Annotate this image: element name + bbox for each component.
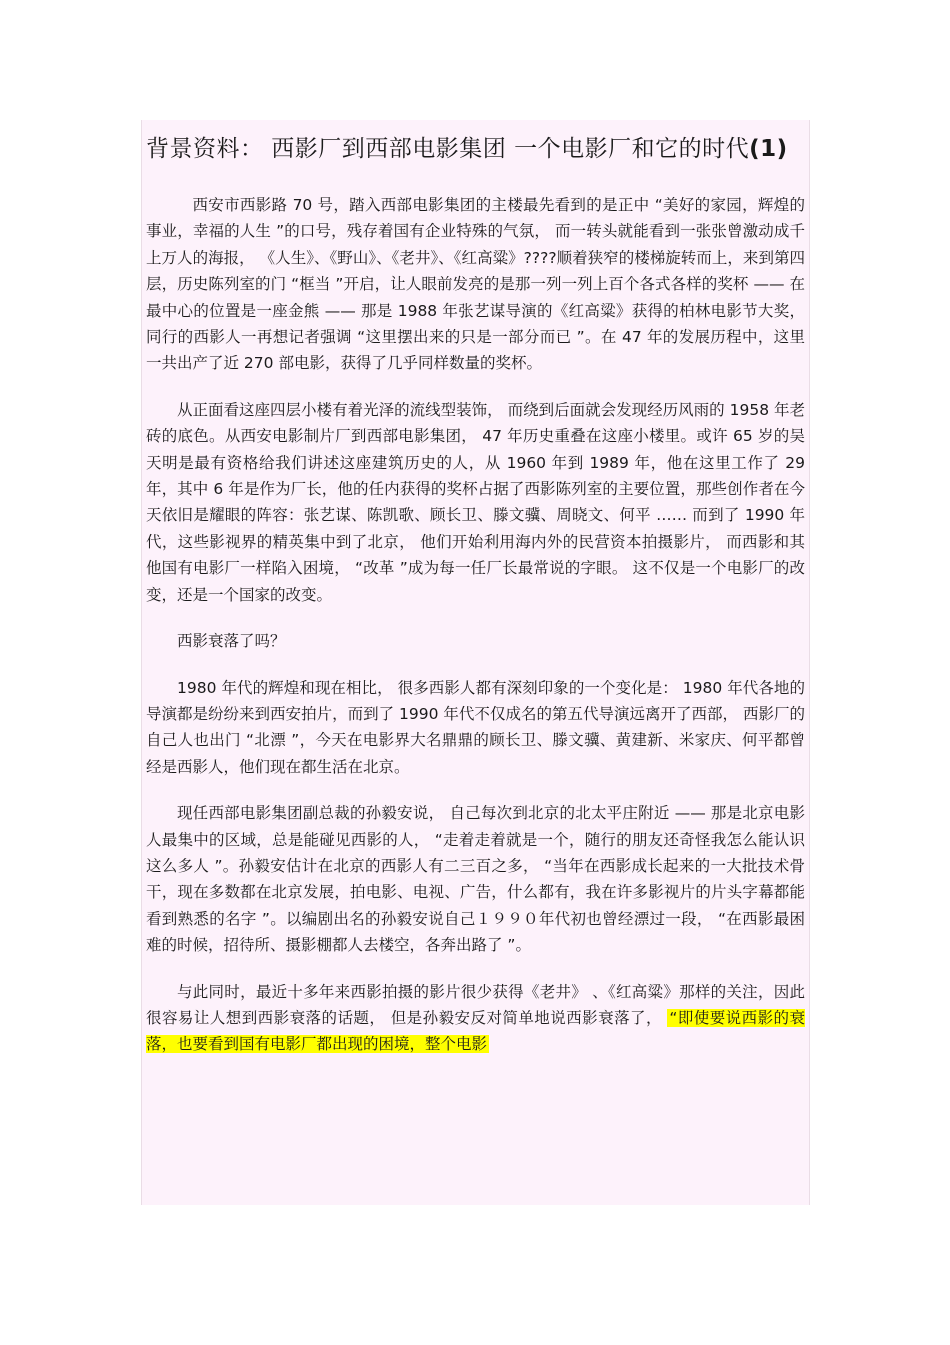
article-title-text: 背景资料： 西影厂到西部电影集团 一个电影厂和它的时代 xyxy=(146,136,750,162)
article-title-suffix: (1) xyxy=(749,136,788,162)
paragraph-1: 西安市西影路 70 号，踏入西部电影集团的主楼最先看到的是正中 “美好的家园，辉煌的事业，幸福的人生 ”的口号，残存着国有企业特殊的气氛， 而一转头就能看到一张张曾激动成千上万人的海报， 《人生》、《野山》、《老井》、《红高粱》????顺着狭窄的楼梯旋转而上，来到第四层，历史陈列室的门 “框当 ”开启，让人眼前发亮的是那一列一列上百个各式各样的奖杯 —— 在最中心的位置是一座金熊 —— 那是 1988 年张艺谋导演的《红高粱》获得的柏林电影节大奖，同行的西影人一再想记者强调 “这里摆出来的只是一部分而已 ”。在 47 年的发展历程中，这里一共出产了近 270 部电影，获得了几乎同样数量的奖杯。 xyxy=(146,196,805,373)
article-title xyxy=(142,120,809,174)
document-page xyxy=(141,120,810,1205)
paragraph-5-text: 与此同时，最近十多年来西影拍摄的影片很少获得《老井》 、《红高粱》那样的关注，因此很容易让人想到西影衰落的话题， 但是孙毅安反对简单地说西影衰落了， xyxy=(146,982,805,1027)
paragraph-3: 1980 年代的辉煌和现在相比， 很多西影人都有深刻印象的一个变化是： 1980 年代各地的导演都是纷纷来到西安拍片，而到了 1990 年代不仅成名的第五代导演远离开了西部， 西影厂的自己人也出门 “北漂 ”，今天在电影界大名鼎鼎的顾长卫、滕文骥、黄建新、米家庆、何平都曾经是西影人，他们现在都生活在北京。 xyxy=(146,678,805,776)
highlighted-quote: “即使要说西影的衰落，也要看到国有电影厂都出现的困境，整个电影 xyxy=(146,1008,805,1054)
paragraph-5 xyxy=(142,979,809,1058)
paragraph-2: 从正面看这座四层小楼有着光泽的流线型装饰， 而绕到后面就会发现经历风雨的 1958 年老砖的底色。从西安电影制片厂到西部电影集团， 47 年历史重叠在这座小楼里。或许 65 岁的吴天明是最有资格给我们讲述这座建筑历史的人，从 1960 年到 1989 年，他在这里工作了 29 年，其中 6 年是作为厂长，他的任内获得的奖杯占据了西影陈列室的主要位置，那些创作者在今天依旧是耀眼的阵容：张艺谋、陈凯歌、顾长卫、滕文骥、周晓文、何平 …… 而到了 1990 年代，这些影视界的精英集中到了北京， 他们开始利用海内外的民营资本拍摄影片， 而西影和其他国有电影厂一样陷入困境， “改革 ”成为每一任厂长最常说的字眼。 这不仅是一个电影厂的改变，还是一个国家的改变。 xyxy=(146,400,805,604)
section-question: 西影衰落了吗？ xyxy=(177,632,286,651)
paragraph-4: 现任西部电影集团副总裁的孙毅安说， 自己每次到北京的北太平庄附近 —— 那是北京电影人最集中的区域，总是能碰见西影的人， “走着走着就是一个，随行的朋友还奇怪我怎么能认识这么多人 ”。孙毅安估计在北京的西影人有二三百之多， “当年在西影成长起来的一大批技术骨干，现在多数都在北京发展，拍电影、电视、广告，什么都有，我在许多影视片的片头字幕都能看到熟悉的名字 ”。以编剧出名的孙毅安说自己１９９０年代初也曾经漂过一段， “在西影最困难的时候，招待所、摄影棚都人去楼空，各奔出路了 ”。 xyxy=(146,804,805,955)
